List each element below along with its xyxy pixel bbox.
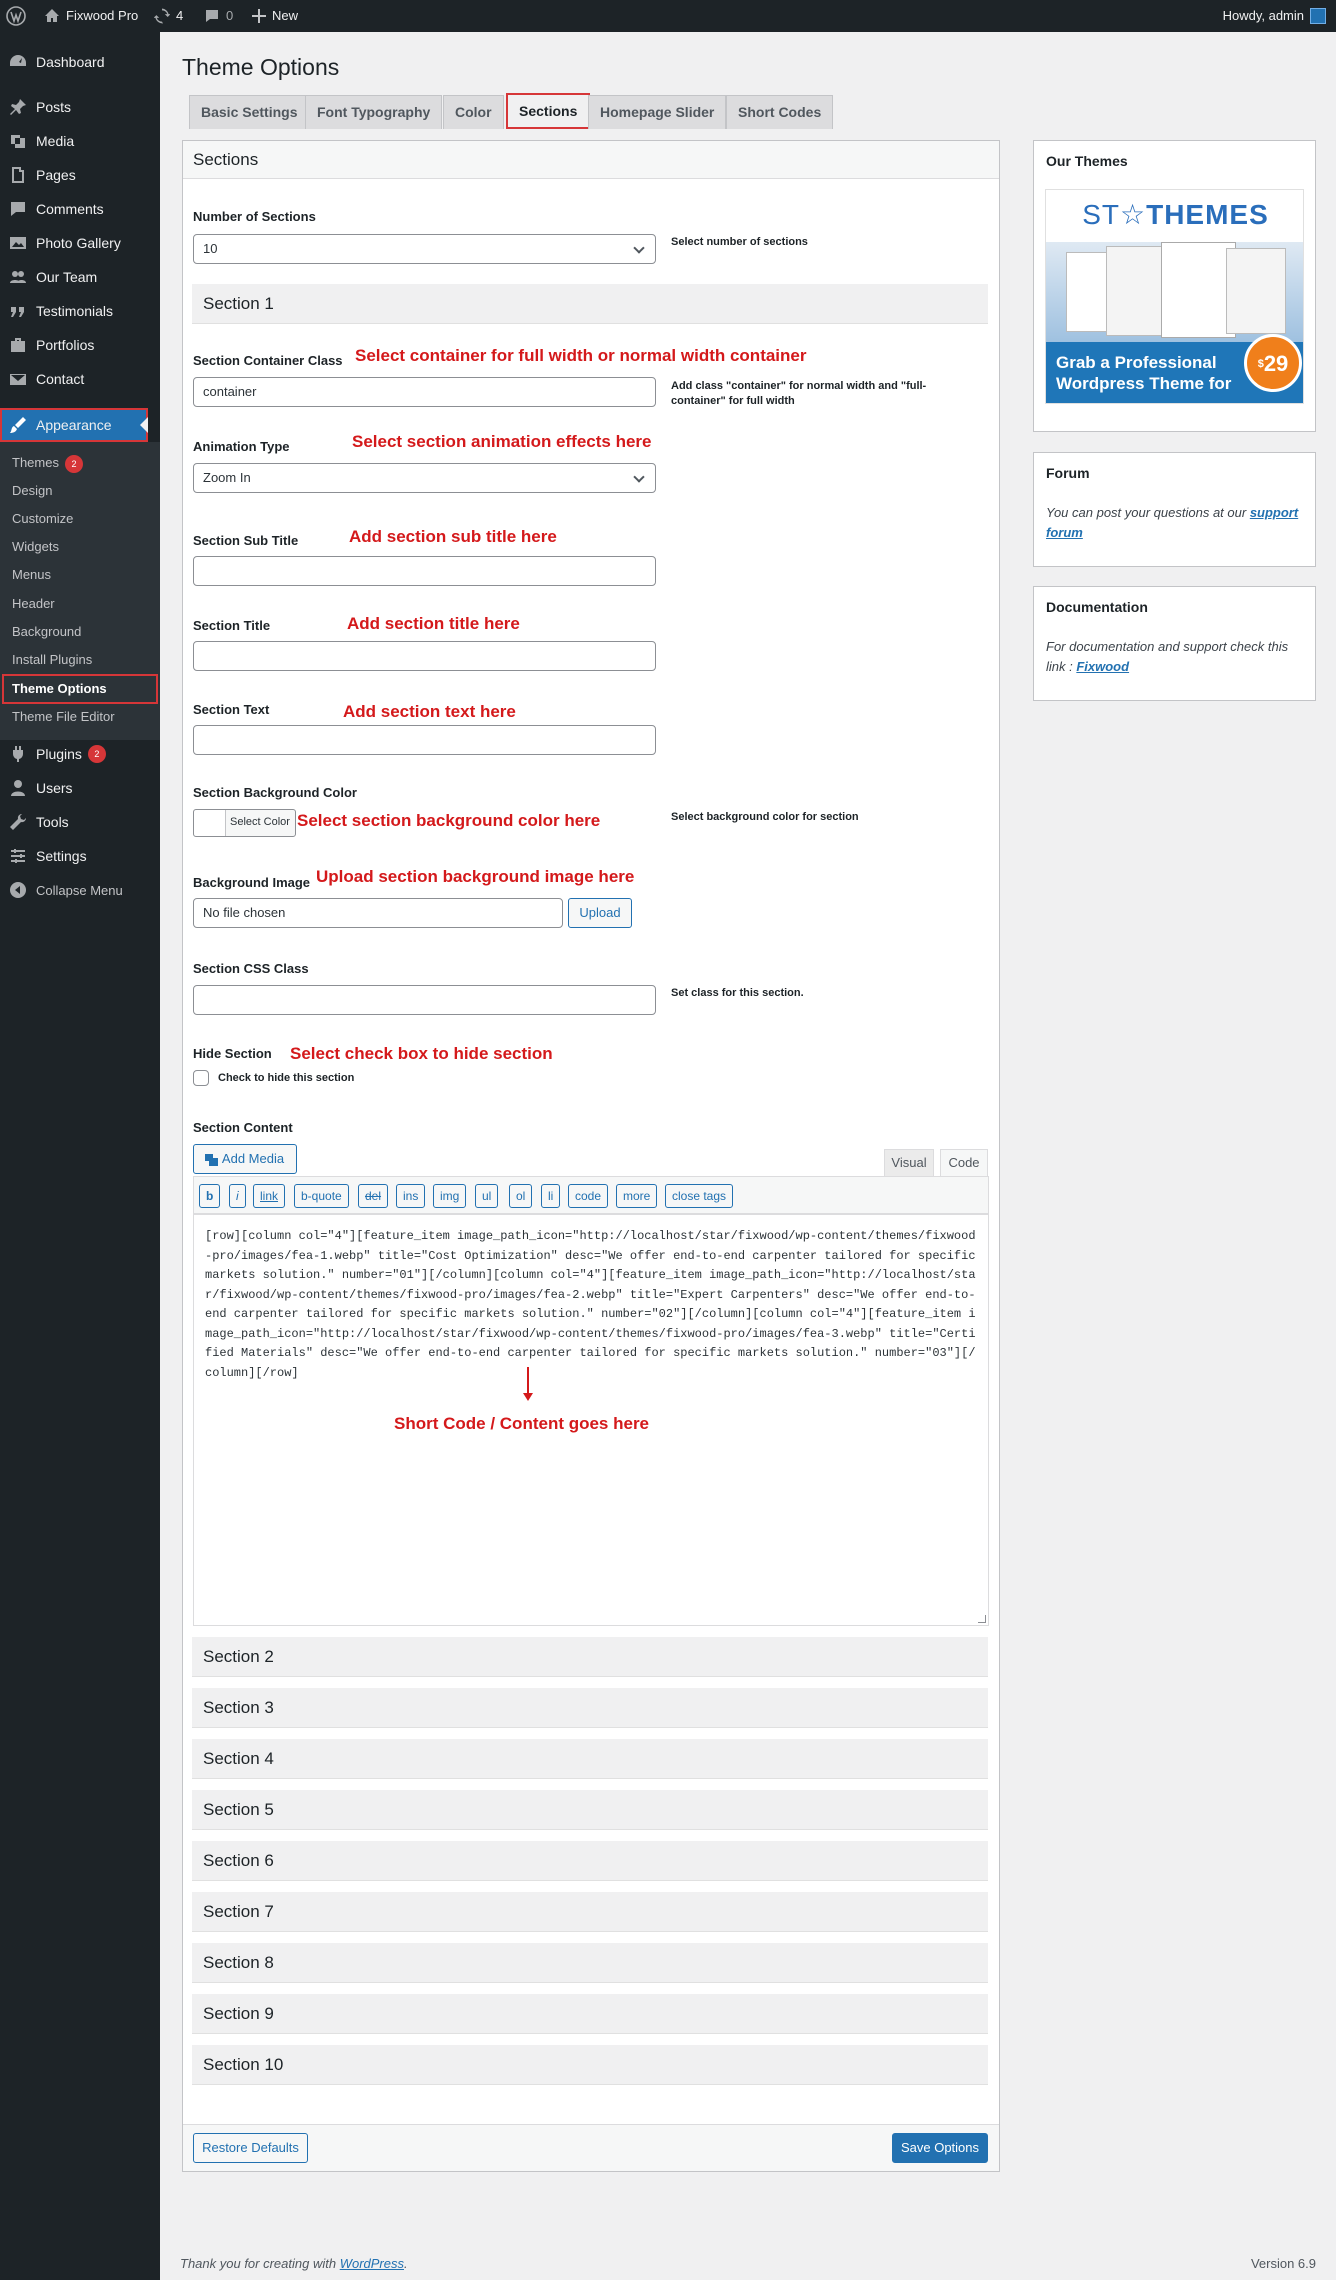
- banner-logo-b: THEMES: [1146, 199, 1269, 230]
- submenu-theme-file-editor[interactable]: Theme File Editor: [12, 709, 115, 724]
- menu-portfolios[interactable]: [0, 328, 160, 362]
- menu-label: Posts: [36, 99, 72, 115]
- home-icon: [44, 8, 60, 24]
- forum-text-body: You can post your questions at our: [1046, 505, 1250, 520]
- menu-media[interactable]: [0, 124, 160, 158]
- subtitle-input[interactable]: [193, 556, 656, 586]
- qt-close-tags-button[interactable]: close tags: [665, 1184, 733, 1208]
- resize-handle[interactable]: [978, 1615, 986, 1623]
- submenu-background[interactable]: Background: [12, 624, 82, 639]
- forum-text: [1046, 503, 1304, 543]
- users-icon: [9, 779, 27, 797]
- tab-color[interactable]: Color: [443, 95, 504, 129]
- support-forum-link[interactable]: support forum: [1046, 505, 1299, 540]
- qt-more-button[interactable]: more: [616, 1184, 657, 1208]
- wordpress-logo-icon[interactable]: [6, 0, 26, 32]
- menu-label: Our Team: [36, 269, 98, 285]
- menu-testimonials[interactable]: [0, 294, 160, 328]
- menu-our-team[interactable]: [0, 260, 160, 294]
- restore-defaults-button[interactable]: Restore Defaults: [193, 2133, 308, 2163]
- price-badge: [1244, 334, 1302, 392]
- quote-icon: [9, 302, 27, 320]
- page-title: Theme Options: [182, 54, 340, 80]
- dashboard-icon: [9, 53, 27, 71]
- banner-footer: [1046, 342, 1304, 404]
- tools-icon: [9, 813, 27, 831]
- our-themes-title: Our Themes: [1046, 153, 1128, 169]
- plus-icon: [252, 9, 266, 23]
- tab-code[interactable]: Code: [940, 1149, 988, 1177]
- section-6-header[interactable]: Section 6: [192, 1841, 988, 1881]
- site-name-link[interactable]: [44, 0, 138, 32]
- account-link[interactable]: [1223, 0, 1326, 32]
- star-icon: ☆: [1119, 199, 1147, 230]
- menu-collapse[interactable]: [0, 873, 160, 907]
- footer-thanks-end: .: [404, 2256, 408, 2271]
- menu-pages[interactable]: [0, 158, 160, 192]
- section-8-header[interactable]: Section 8: [192, 1943, 988, 1983]
- menu-label: Settings: [36, 848, 87, 864]
- submenu-customize[interactable]: Customize: [12, 511, 74, 526]
- updates-count: 4: [176, 8, 184, 23]
- submenu-header[interactable]: Header: [12, 596, 55, 611]
- documentation-text-body: For documentation and support check this link :: [1046, 639, 1289, 674]
- comment-icon: [9, 200, 27, 218]
- price-value: 29: [1263, 351, 1289, 376]
- hide-label: Hide Section: [193, 1046, 272, 1061]
- comments-link[interactable]: [204, 0, 233, 32]
- footer-thanks: [180, 2256, 408, 2271]
- brush-icon: [9, 416, 27, 434]
- annotation-container: Select container for full width or normal width container: [355, 346, 807, 365]
- update-badge: 2: [88, 745, 106, 763]
- section-2-header[interactable]: Section 2: [192, 1637, 988, 1677]
- container-label: Section Container Class: [193, 353, 343, 368]
- menu-label: Comments: [36, 201, 104, 217]
- annotation-text: Add section text here: [343, 702, 516, 721]
- plugin-icon: [9, 745, 27, 763]
- comments-count: 0: [226, 8, 234, 23]
- content-text: [row][column col="4"][feature_item image_path_icon="http://localhost/star/fixwood/wp-content/themes/fixwood-pro/images/fea-1.webp" title="Cost Optimization" desc="We offer end-to-end carpenter tailored for specific markets solution." number="01"][/column][column col="4"][feature_item image_path_icon="http://localhost/star/fixwood/wp-content/themes/fixwood-pro/images/fea-2.webp" title="Expert Carpenters" desc="We offer end-to-end carpenter tailored for specific markets solution." number="02"][/column][column col="4"][feature_item image_path_icon="http://localhost/star/fixwood/wp-content/themes/fixwood-pro/images/fea-3.webp" title="Certified Materials" desc="We offer end-to-end carpenter tailored for specific markets solution." number="03"][/column][/row]: [205, 1229, 976, 1380]
- add-media-button[interactable]: [193, 1144, 297, 1174]
- menu-tools[interactable]: [0, 805, 160, 839]
- banner-line2: Wordpress Theme for: [1056, 374, 1232, 393]
- menu-appearance[interactable]: [0, 408, 148, 442]
- menu-label: Plugins: [36, 746, 82, 762]
- collapse-icon: [9, 881, 27, 899]
- num-sections-desc: Select number of sections: [671, 236, 808, 248]
- menu-dashboard[interactable]: [0, 45, 160, 79]
- section-7-header[interactable]: Section 7: [192, 1892, 988, 1932]
- bgcolor-desc: Select background color for section: [671, 811, 859, 823]
- tab-homepage-slider[interactable]: Homepage Slider: [588, 95, 726, 129]
- pin-icon: [9, 98, 27, 116]
- qt-del-button[interactable]: del: [358, 1184, 388, 1208]
- menu-label: Dashboard: [36, 54, 105, 70]
- settings-icon: [9, 847, 27, 865]
- qt-li-button[interactable]: li: [541, 1184, 560, 1208]
- section-3-header[interactable]: Section 3: [192, 1688, 988, 1728]
- documentation-title: Documentation: [1046, 599, 1148, 615]
- avatar: [1310, 8, 1326, 24]
- content-label: Section Content: [193, 1120, 293, 1135]
- menu-label: Portfolios: [36, 337, 95, 353]
- num-sections-select[interactable]: 10: [193, 234, 656, 264]
- admin-bar: [0, 0, 1336, 32]
- animation-label: Animation Type: [193, 439, 290, 454]
- qt-link-button[interactable]: link: [253, 1184, 285, 1208]
- update-badge: 2: [65, 455, 83, 473]
- menu-label: Pages: [36, 167, 76, 183]
- site-name: Fixwood Pro: [66, 8, 139, 23]
- menu-posts[interactable]: [0, 90, 160, 124]
- qt-b-button[interactable]: b: [199, 1184, 220, 1208]
- menu-label: Testimonials: [36, 303, 114, 319]
- section-10-header[interactable]: Section 10: [192, 2045, 988, 2085]
- hide-checkbox[interactable]: [193, 1070, 209, 1086]
- submenu-theme-options[interactable]: Theme Options: [2, 674, 158, 704]
- submenu-install-plugins[interactable]: Install Plugins: [12, 652, 93, 667]
- submenu-themes[interactable]: [12, 449, 83, 477]
- tab-basic-settings[interactable]: Basic Settings: [189, 95, 309, 129]
- annotation-bgimage: Upload section background image here: [316, 867, 635, 886]
- menu-label: Tools: [36, 814, 69, 830]
- title-label: Section Title: [193, 618, 271, 633]
- annotation-animation: Select section animation effects here: [352, 432, 652, 451]
- team-icon: [9, 268, 27, 286]
- menu-label: Appearance: [36, 417, 112, 433]
- css-class-desc: Set class for this section.: [671, 987, 804, 999]
- css-class-input[interactable]: [193, 985, 656, 1015]
- menu-users[interactable]: [0, 771, 160, 805]
- container-desc: Add class "container" for normal width and "full-container" for full width: [671, 380, 927, 407]
- menu-label: Media: [36, 133, 75, 149]
- menu-contact[interactable]: [0, 362, 160, 396]
- tab-short-codes[interactable]: Short Codes: [726, 95, 833, 129]
- qt-bquote-button[interactable]: b-quote: [294, 1184, 349, 1208]
- forum-box: [1033, 452, 1316, 567]
- select-color-button[interactable]: [193, 809, 296, 837]
- menu-settings[interactable]: [0, 839, 160, 873]
- documentation-text: [1046, 637, 1304, 677]
- themes-banner[interactable]: [1045, 189, 1304, 404]
- arrow-down-icon: [523, 1393, 533, 1406]
- annotation-content: Short Code / Content goes here: [394, 1414, 650, 1433]
- section-4-header[interactable]: Section 4: [192, 1739, 988, 1779]
- menu-photo-gallery[interactable]: [0, 226, 160, 260]
- menu-comments[interactable]: [0, 192, 160, 226]
- new-label: New: [272, 8, 299, 23]
- annotation-bgcolor: Select section background color here: [297, 811, 601, 830]
- media-icon: [204, 1152, 220, 1168]
- title-input[interactable]: [193, 641, 656, 671]
- annotation-subtitle: Add section sub title here: [349, 527, 557, 546]
- banner-line1: Grab a Professional: [1056, 353, 1217, 372]
- submenu-menus[interactable]: Menus: [12, 567, 52, 582]
- footer-thanks-text: Thank you for creating with: [180, 2256, 340, 2271]
- save-options-button[interactable]: Save Options: [892, 2133, 988, 2163]
- section-9-header[interactable]: Section 9: [192, 1994, 988, 2034]
- submenu-widgets[interactable]: Widgets: [12, 539, 59, 554]
- content-editor[interactable]: [193, 1214, 989, 1626]
- forum-title: Forum: [1046, 465, 1090, 481]
- qt-img-button[interactable]: img: [433, 1184, 466, 1208]
- documentation-box: [1033, 586, 1316, 701]
- mail-icon: [9, 370, 27, 388]
- qt-code-button[interactable]: code: [568, 1184, 608, 1208]
- animation-select[interactable]: Zoom In: [193, 463, 656, 493]
- gallery-icon: [9, 234, 27, 252]
- add-media-label: Add Media: [221, 1151, 285, 1166]
- upload-button[interactable]: Upload: [568, 898, 632, 928]
- qt-i-button[interactable]: i: [229, 1184, 246, 1208]
- banner-text: [1056, 352, 1231, 394]
- container-input[interactable]: container: [193, 377, 656, 407]
- banner-logo: [1046, 198, 1304, 231]
- css-class-label: Section CSS Class: [193, 961, 309, 976]
- banner-logo-a: ST: [1082, 199, 1120, 230]
- num-sections-label: Number of Sections: [193, 209, 316, 224]
- price-currency: $: [1257, 358, 1264, 370]
- tab-visual[interactable]: Visual: [884, 1149, 934, 1177]
- bgcolor-label: Section Background Color: [193, 785, 357, 800]
- comment-icon: [204, 8, 220, 24]
- bgimage-input[interactable]: No file chosen: [193, 898, 563, 928]
- menu-label: Users: [36, 780, 73, 796]
- submenu-design[interactable]: Design: [12, 483, 53, 498]
- howdy-text: Howdy, admin: [1222, 8, 1304, 23]
- new-link[interactable]: [252, 0, 298, 32]
- menu-label: Contact: [36, 371, 85, 387]
- fixwood-doc-link[interactable]: Fixwood: [1076, 659, 1130, 674]
- panel-title: Sections: [183, 141, 999, 179]
- footer-version: Version 6.9: [1250, 2256, 1316, 2271]
- subtitle-label: Section Sub Title: [193, 533, 299, 548]
- updates-link[interactable]: [154, 0, 183, 32]
- wordpress-link[interactable]: WordPress: [339, 2256, 404, 2271]
- text-label: Section Text: [193, 702, 270, 717]
- update-icon: [154, 8, 170, 24]
- qt-ul-button[interactable]: ul: [475, 1184, 498, 1208]
- menu-label: Photo Gallery: [36, 235, 121, 251]
- tab-font-typography[interactable]: Font Typography: [305, 95, 442, 129]
- bgimage-label: Background Image: [193, 875, 311, 890]
- annotation-title: Add section title here: [347, 614, 520, 633]
- submenu-label: Themes: [12, 455, 59, 470]
- qt-ins-button[interactable]: ins: [396, 1184, 425, 1208]
- section-1-header[interactable]: Section 1: [192, 284, 988, 324]
- qt-ol-button[interactable]: ol: [509, 1184, 532, 1208]
- menu-label: Collapse Menu: [36, 882, 123, 898]
- text-input[interactable]: [193, 725, 656, 755]
- annotation-hide: Select check box to hide section: [290, 1044, 553, 1063]
- portfolio-icon: [9, 336, 27, 354]
- select-color-label: Select Color: [230, 816, 290, 828]
- media-icon: [9, 132, 27, 150]
- hide-checkbox-label: Check to hide this section: [218, 1072, 355, 1084]
- section-5-header[interactable]: Section 5: [192, 1790, 988, 1830]
- color-swatch: [194, 810, 226, 836]
- tab-sections[interactable]: Sections: [506, 93, 590, 129]
- menu-plugins[interactable]: [0, 737, 160, 771]
- our-themes-box: [1033, 140, 1316, 432]
- banner-screenshots: [1046, 242, 1304, 342]
- page-icon: [9, 166, 27, 184]
